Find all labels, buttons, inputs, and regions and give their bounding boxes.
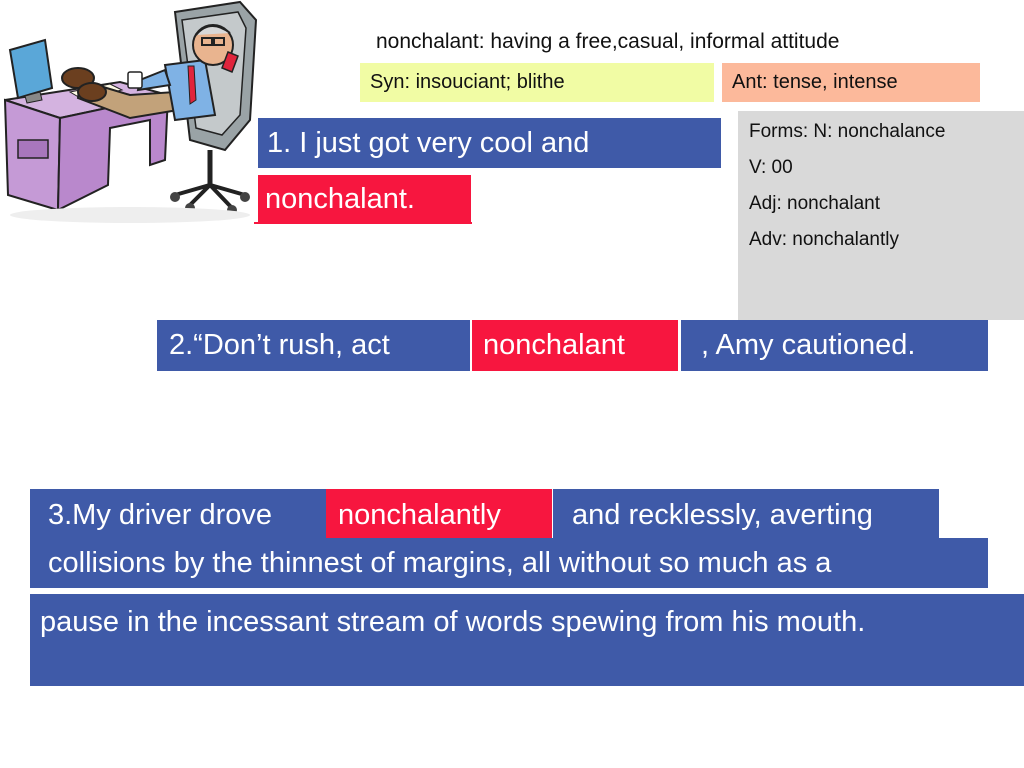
sentence1-text: 1. I just got very cool and [258, 118, 721, 168]
forms-verb: V: 00 [749, 157, 793, 178]
sentence3-text-continue: and recklessly, averting [553, 489, 939, 539]
sentence1-highlight: nonchalant. [258, 175, 471, 223]
relaxed-man-at-desk-illustration [0, 0, 262, 228]
sentence2-highlight: nonchalant [472, 320, 678, 371]
forms-adjective: Adj: nonchalant [749, 193, 880, 214]
sentence3-highlight: nonchalantly [326, 489, 552, 539]
antonyms-box: Ant: tense, intense [722, 63, 980, 102]
definition-text: nonchalant: having a free,casual, informal attitude [376, 30, 840, 53]
forms-noun: Forms: N: nonchalance [749, 121, 946, 142]
sentence3-text-start: 3.My driver drove [30, 489, 326, 539]
sentence3-line2: collisions by the thinnest of margins, all without so much as a [30, 538, 988, 588]
sentence3-line3: pause in the incessant stream of words spewing from his mouth. [30, 594, 1024, 686]
synonyms-box: Syn: insouciant; blithe [360, 63, 714, 102]
sentence2-text-end: , Amy cautioned. [681, 320, 988, 371]
forms-adverb: Adv: nonchalantly [749, 229, 899, 250]
sentence2-text-start: 2.“Don’t rush, act [157, 320, 470, 371]
sentence1-underline [254, 222, 472, 224]
word-forms-box [738, 111, 1024, 320]
